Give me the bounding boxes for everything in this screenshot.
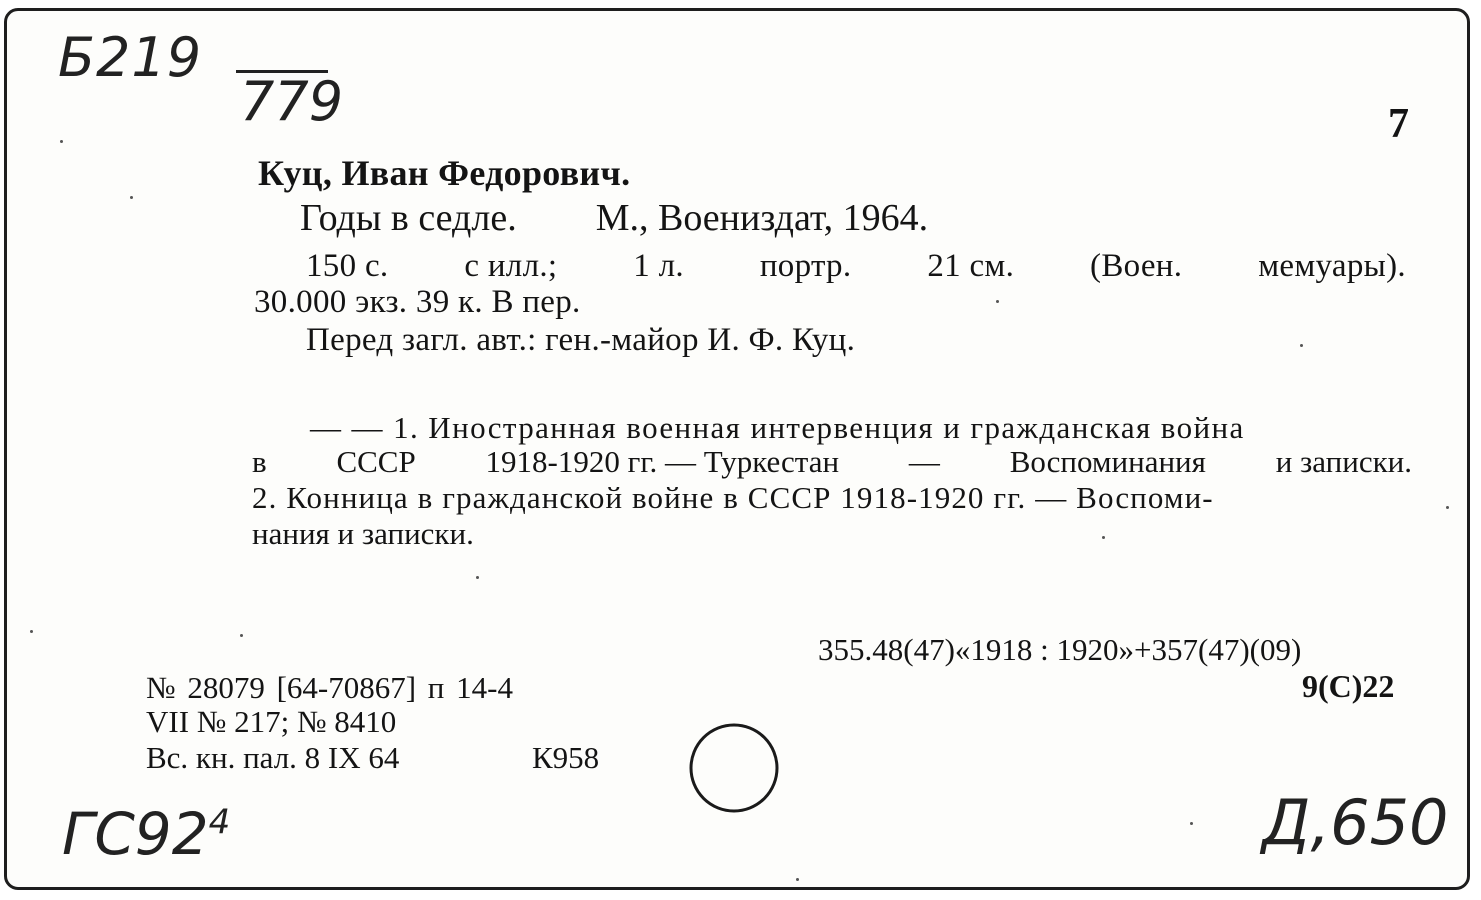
handwritten-shelf-mark-sub: 779 [240, 70, 344, 133]
handwritten-bottom-left-main: ГС92 [62, 800, 209, 868]
registry-line-1: № 28079 [64-70867] п 14-4 [146, 670, 513, 705]
subject-line-2 [252, 444, 1412, 480]
speck-dot [1300, 344, 1303, 347]
publisher-info: М., Воениздат, 1964. [595, 197, 929, 239]
author-heading: Куц, Иван Федорович. [258, 153, 631, 193]
speck-dot [1190, 822, 1193, 825]
print-run-line: 30.000 экз. 39 к. В пер. [254, 284, 581, 320]
speck-dot [996, 300, 999, 303]
phys-series-b: мемуары). [1258, 248, 1406, 284]
speck-dot [130, 196, 133, 199]
speck-dot [476, 576, 479, 579]
handwritten-bottom-left-sup: 4 [208, 802, 231, 843]
phys-size: 21 см. [927, 248, 1015, 284]
speck-dot [60, 140, 63, 143]
punch-hole-circle [688, 722, 782, 816]
phys-leaf: 1 л. [633, 248, 684, 284]
subject-line-3: 2. Конница в гражданской войне в СССР 1918-1920 гг. — Воспоми- [252, 480, 1214, 515]
phys-pages: 150 с. [306, 248, 389, 284]
handwritten-bottom-right: Д,650 [1262, 786, 1449, 859]
subject-line-1: — — 1. Иностранная военная интервенция и гражданская война [310, 410, 1245, 445]
class-code: 9(С)22 [1302, 668, 1395, 704]
book-title: Годы в седле. [300, 197, 517, 239]
classification-index: 355.48(47)«1918 : 1920»+357(47)(09) [818, 632, 1302, 667]
handwritten-shelf-mark [58, 26, 202, 89]
subject-line-2-e: Воспоминания [1009, 444, 1206, 479]
subject-line-4: нания и записки. [252, 516, 474, 551]
subject-line-2-a: в [252, 444, 267, 479]
subject-line-2-d: — [908, 444, 940, 479]
phys-series-a: (Воен. [1090, 248, 1183, 284]
subject-line-2-b: СССР [336, 444, 416, 479]
phys-portrait: портр. [759, 248, 852, 284]
speck-dot [240, 634, 243, 637]
speck-dot [796, 878, 799, 881]
registry-line-2: VII № 217; № 8410 [146, 704, 397, 739]
note-line: Перед загл. авт.: ген.-майор И. Ф. Куц. [306, 322, 856, 358]
handwritten-bottom-left [62, 800, 230, 868]
registry-line-3b: К958 [532, 740, 600, 775]
handwritten-shelf-mark-main: Б219 [58, 26, 203, 89]
title-line [300, 196, 928, 240]
subject-line-2-f: и записки. [1275, 444, 1412, 479]
phys-illus: с илл.; [464, 248, 558, 284]
speck-dot [30, 630, 33, 633]
registry-line-3a: Вс. кн. пал. 8 IX 64 [146, 740, 400, 775]
subject-line-2-c: 1918-1920 гг. — Туркестан [485, 444, 840, 479]
speck-dot [1446, 506, 1449, 509]
card-number: 7 [1388, 101, 1409, 147]
speck-dot [1102, 536, 1105, 539]
physical-description [306, 248, 1406, 285]
